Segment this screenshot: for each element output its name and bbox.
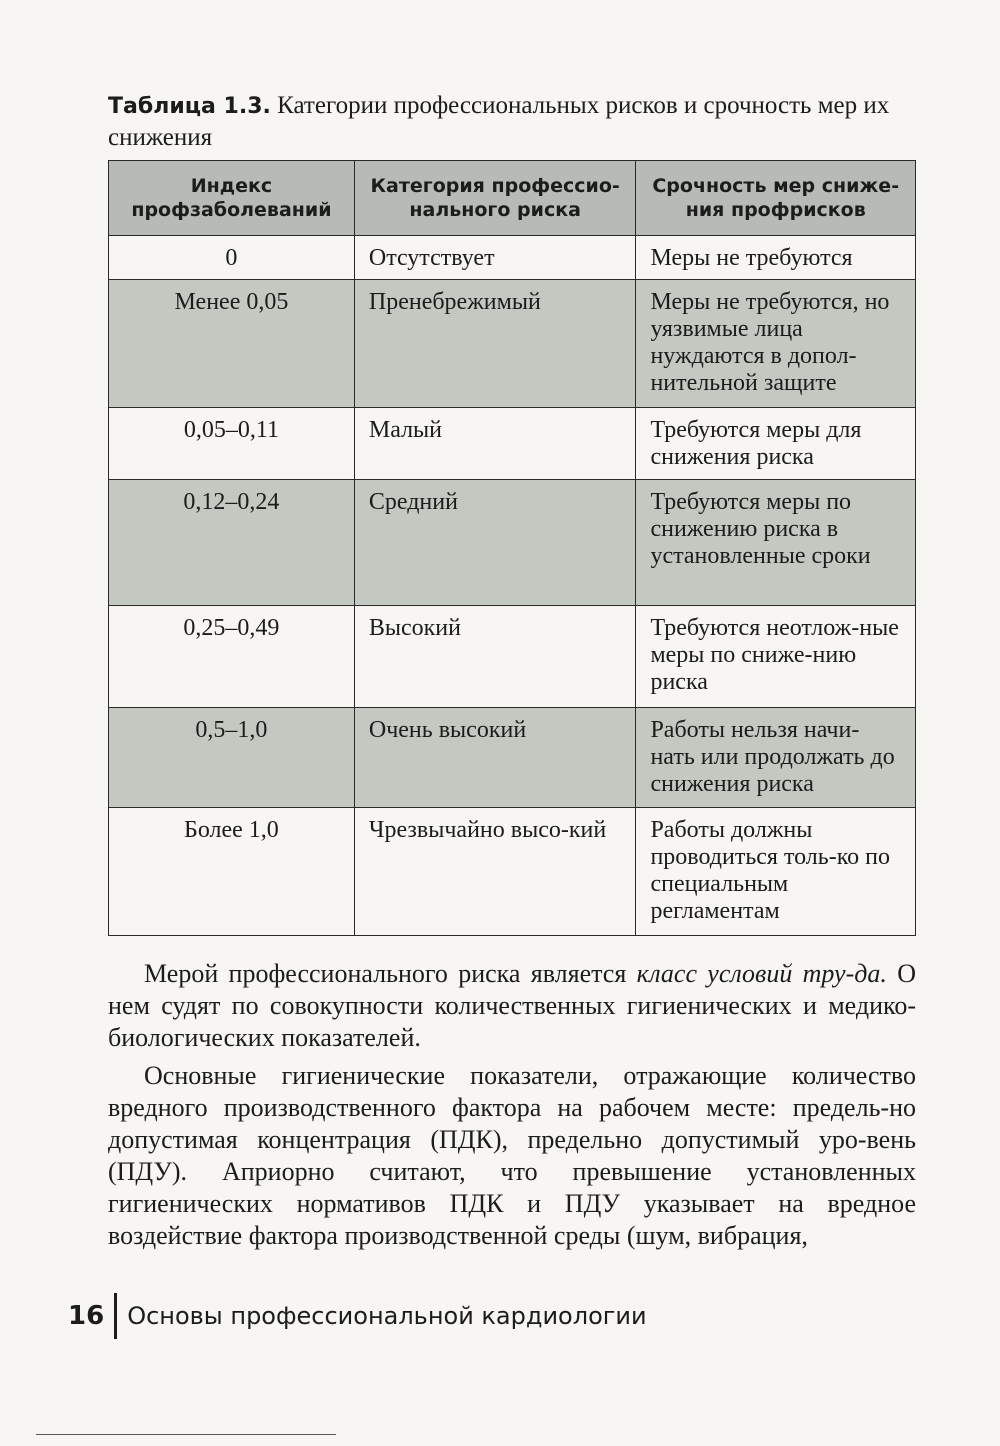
urgency-cell: Требуются меры для снижения риска bbox=[636, 408, 916, 480]
urgency-cell: Работы нельзя начи-нать или продолжать до снижения риска bbox=[636, 708, 916, 808]
category-cell: Высокий bbox=[354, 606, 636, 708]
header-category: Категория профессио-нального риска bbox=[354, 161, 636, 236]
urgency-cell: Требуются неотлож-ные меры по сниже-нию риска bbox=[636, 606, 916, 708]
page-number: 16 bbox=[68, 1301, 105, 1331]
urgency-cell: Требуются меры по снижению риска в установленные сроки bbox=[636, 480, 916, 606]
index-cell: 0,05–0,11 bbox=[109, 408, 355, 480]
table-header-row bbox=[109, 161, 916, 236]
paragraph-1-emphasis: класс условий тру-да. bbox=[636, 959, 887, 988]
index-cell: 0 bbox=[109, 236, 355, 280]
category-cell: Малый bbox=[354, 408, 636, 480]
table-caption-label: Таблица 1.3. bbox=[108, 94, 271, 119]
index-cell: 0,5–1,0 bbox=[109, 708, 355, 808]
paragraph-1-end: О нем судят по совокупности количественных гигиенических и медико-биологических показателей. bbox=[108, 959, 916, 1052]
paragraph-1 bbox=[108, 958, 916, 1054]
paragraph-2: Основные гигиенические показатели, отражающие количество вредного производственного фактора на рабочем месте: предель-но допустимая концентрация (ПДК), предельно допустимый уро-вень (ПДУ). Априорно считают, что превышение установленных гигиенических нормативов ПДК и ПДУ указывает на вредное воздействие фактора производственной среды (шум, вибрация, bbox=[108, 1061, 916, 1250]
category-cell: Средний bbox=[354, 480, 636, 606]
index-cell: 0,25–0,49 bbox=[109, 606, 355, 708]
table-row bbox=[109, 808, 916, 936]
header-urgency: Срочность мер сниже-ния профрисков bbox=[636, 161, 916, 236]
table-row bbox=[109, 408, 916, 480]
category-cell: Отсутствует bbox=[354, 236, 636, 280]
table-caption bbox=[108, 90, 918, 153]
category-cell: Очень высокий bbox=[354, 708, 636, 808]
risk-categories-table bbox=[108, 160, 916, 936]
table-row bbox=[109, 236, 916, 280]
running-title: Основы профессиональной кардиологии bbox=[127, 1302, 647, 1330]
page-footer bbox=[68, 1292, 647, 1340]
body-text bbox=[108, 958, 916, 1258]
category-cell: Пренебрежимый bbox=[354, 280, 636, 408]
header-index: Индекс профзаболеваний bbox=[109, 161, 355, 236]
urgency-cell: Работы должны проводиться толь-ко по специальным регламентам bbox=[636, 808, 916, 936]
urgency-cell: Меры не требуются, но уязвимые лица нуждаются в допол-нительной защите bbox=[636, 280, 916, 408]
table-row bbox=[109, 708, 916, 808]
table-row bbox=[109, 280, 916, 408]
index-cell: Менее 0,05 bbox=[109, 280, 355, 408]
table-row bbox=[109, 480, 916, 606]
index-cell: 0,12–0,24 bbox=[109, 480, 355, 606]
index-cell: Более 1,0 bbox=[109, 808, 355, 936]
footer-divider bbox=[114, 1293, 117, 1339]
bottom-rule bbox=[36, 1434, 336, 1435]
table-row bbox=[109, 606, 916, 708]
urgency-cell: Меры не требуются bbox=[636, 236, 916, 280]
category-cell: Чрезвычайно высо-кий bbox=[354, 808, 636, 936]
paragraph-1-start: Мерой профессионального риска является bbox=[144, 959, 637, 988]
table-caption-text: Категории профессиональных рисков и срочность мер их снижения bbox=[108, 92, 890, 151]
